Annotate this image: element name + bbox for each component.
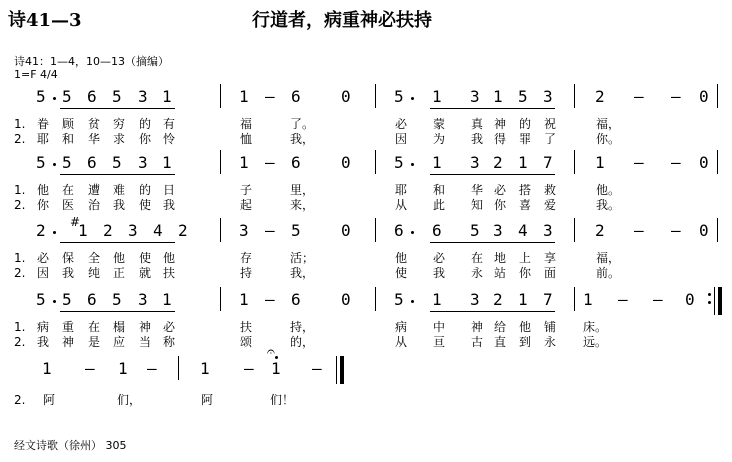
bar-line (220, 218, 221, 242)
lyric-char: 颂 (240, 335, 253, 349)
lyric-char: 你 (139, 132, 152, 146)
lyric-char: 因 (37, 266, 50, 280)
song-title: 行道者，病重神必扶持 (252, 10, 432, 31)
bar-line (220, 84, 221, 108)
lyric-char: 此 (433, 198, 446, 212)
augmentation-dot (53, 97, 56, 100)
lyric-char: 1. (14, 320, 26, 334)
lyric-char: 搭 (519, 183, 532, 197)
lyric-char: 你。 (596, 132, 621, 146)
note: – (671, 221, 681, 240)
note: – (671, 153, 681, 172)
note: 1 (595, 153, 605, 172)
note: 0 (341, 87, 351, 106)
note: 3 (239, 221, 249, 240)
lyric-char: 使 (395, 266, 408, 280)
note: 1 (200, 359, 210, 378)
note: 7 (543, 290, 553, 309)
note: 5 (62, 153, 72, 172)
sharp-sign: # (70, 215, 81, 229)
high-octave-dot (275, 356, 278, 359)
note: – (618, 290, 628, 309)
bar-line (375, 287, 376, 311)
lyric-char: 在 (62, 183, 75, 197)
lyric-char: 给 (494, 320, 507, 334)
note: 3 (128, 221, 138, 240)
lyric-char: 远。 (583, 335, 608, 349)
lyric-char: 存 (240, 251, 253, 265)
bar-line (220, 150, 221, 174)
lyric-char: 华 (88, 132, 101, 146)
lyric-char: 起 (240, 198, 253, 212)
note: 5 (112, 87, 122, 106)
note: 3 (543, 87, 553, 106)
lyric-char: 保 (62, 251, 75, 265)
lyric-char: 应 (113, 335, 126, 349)
repeat-bar-thin (714, 287, 715, 315)
lyric-char: 祝 (544, 117, 557, 131)
lyric-char: 们， (117, 393, 142, 407)
lyric-char: 到 (519, 335, 532, 349)
note: 6 (291, 87, 301, 106)
bar-line (375, 218, 376, 242)
note: 4 (518, 221, 528, 240)
song-number: 诗41—3 (8, 10, 82, 31)
lyric-char: 从 (395, 198, 408, 212)
augmentation-dot (53, 231, 56, 234)
lyric-char: 子 (240, 183, 253, 197)
lyric-char: 贫 (88, 117, 101, 131)
note: 7 (543, 153, 553, 172)
note: 1 (239, 290, 249, 309)
lyric-char: 救 (544, 183, 557, 197)
lyric-char: 病 (37, 320, 50, 334)
note: 0 (699, 221, 709, 240)
repeat-dot (708, 301, 711, 304)
augmentation-dot (53, 163, 56, 166)
note: 2 (178, 221, 188, 240)
note: 3 (138, 290, 148, 309)
lyric-char: 榻 (113, 320, 126, 334)
note: 0 (341, 290, 351, 309)
lyric-char: 铺 (544, 320, 557, 334)
bar-line (574, 150, 575, 174)
augmentation-dot (411, 163, 414, 166)
bar-line (375, 150, 376, 174)
note: 1 (271, 359, 281, 378)
note: 1 (432, 290, 442, 309)
beam-line (430, 174, 555, 175)
lyric-char: 蒙 (433, 117, 446, 131)
lyric-char: 他 (163, 251, 176, 265)
lyric-char: 永 (544, 335, 557, 349)
note: – (265, 221, 275, 240)
lyric-char: 罪 (519, 132, 532, 146)
lyric-char: 为 (433, 132, 446, 146)
lyric-char: 中 (433, 320, 446, 334)
note: – (265, 153, 275, 172)
note: 5 (36, 290, 46, 309)
note: 2 (103, 221, 113, 240)
lyric-char: 阿 (201, 393, 214, 407)
note: 1 (518, 290, 528, 309)
note: 5 (394, 290, 404, 309)
lyric-char: 神 (494, 117, 507, 131)
note: 1 (42, 359, 52, 378)
lyric-char: 治 (88, 198, 101, 212)
note: 3 (470, 153, 480, 172)
lyric-char: 在 (88, 320, 101, 334)
lyric-char: 1. (14, 117, 26, 131)
note: 5 (394, 87, 404, 106)
final-bar-thick (340, 356, 344, 384)
lyric-char: 2. (14, 198, 26, 212)
lyric-char: 我 (113, 198, 126, 212)
lyric-char: 神 (471, 320, 484, 334)
note: 1 (239, 153, 249, 172)
lyric-char: 你 (494, 198, 507, 212)
note: 5 (470, 221, 480, 240)
beam-line (60, 174, 175, 175)
note: 0 (699, 153, 709, 172)
lyric-char: 耶 (37, 132, 50, 146)
lyric-char: 你 (37, 198, 50, 212)
note: 1 (432, 87, 442, 106)
lyric-char: 正 (113, 266, 126, 280)
note: 1 (162, 87, 172, 106)
lyric-char: 床。 (583, 320, 608, 334)
lyric-char: 知 (471, 198, 484, 212)
note: – (634, 87, 644, 106)
note: 6 (291, 290, 301, 309)
note: 1 (78, 221, 88, 240)
lyric-char: 他 (37, 183, 50, 197)
lyric-char: 遭 (88, 183, 101, 197)
lyric-char: 我。 (596, 198, 621, 212)
note: 1 (518, 153, 528, 172)
note: – (634, 221, 644, 240)
note: 0 (341, 221, 351, 240)
lyric-char: 必 (433, 251, 446, 265)
scripture-reference: 诗41：1—4，10—13（摘编） (14, 55, 169, 68)
lyric-char: 穷 (113, 117, 126, 131)
lyric-char: 称 (163, 335, 176, 349)
note: 3 (543, 221, 553, 240)
note: 5 (62, 87, 72, 106)
note: – (265, 87, 275, 106)
lyric-char: 持 (240, 266, 253, 280)
lyric-char: 重 (62, 320, 75, 334)
lyric-char: 日 (163, 183, 176, 197)
lyric-char: 的 (139, 183, 152, 197)
augmentation-dot (53, 300, 56, 303)
lyric-char: 2. (14, 393, 26, 407)
lyric-char: 里， (290, 183, 315, 197)
lyric-char: 扶 (163, 266, 176, 280)
lyric-char: 全 (88, 251, 101, 265)
lyric-char: 1. (14, 183, 26, 197)
lyric-char: 2. (14, 132, 26, 146)
lyric-char: 2. (14, 266, 26, 280)
lyric-char: 我 (62, 266, 75, 280)
note: 3 (470, 290, 480, 309)
lyric-char: 1. (14, 251, 26, 265)
bar-line (717, 218, 718, 242)
lyric-char: 就 (139, 266, 152, 280)
beam-line (60, 242, 175, 243)
lyric-char: 古 (471, 335, 484, 349)
lyric-char: 纯 (88, 266, 101, 280)
note: 6 (87, 87, 97, 106)
lyric-char: 站 (494, 266, 507, 280)
lyric-char: 福， (596, 117, 621, 131)
lyric-char: 面 (544, 266, 557, 280)
note: 1 (239, 87, 249, 106)
note: 5 (36, 153, 46, 172)
note: 5 (62, 290, 72, 309)
lyric-char: 亘 (433, 335, 446, 349)
note: – (265, 290, 275, 309)
note: 2 (493, 290, 503, 309)
lyric-char: 活； (290, 251, 315, 265)
lyric-char: 病 (395, 320, 408, 334)
beam-line (60, 108, 175, 109)
lyric-char: 上 (519, 251, 532, 265)
beam-line (430, 242, 555, 243)
note: 6 (394, 221, 404, 240)
lyric-char: 华 (471, 183, 484, 197)
repeat-dot (708, 293, 711, 296)
lyric-char: 我 (37, 335, 50, 349)
note: 5 (394, 153, 404, 172)
note: 1 (118, 359, 128, 378)
lyric-char: 我 (471, 132, 484, 146)
augmentation-dot (411, 300, 414, 303)
note: 5 (112, 290, 122, 309)
note: 1 (493, 87, 503, 106)
bar-line (717, 84, 718, 108)
lyric-char: 我 (163, 198, 176, 212)
note: 1 (162, 153, 172, 172)
lyric-char: 他 (113, 251, 126, 265)
lyric-char: 们！ (270, 393, 295, 407)
note: 0 (685, 290, 695, 309)
beam-line (430, 311, 555, 312)
lyric-char: 地 (494, 251, 507, 265)
note: 2 (595, 221, 605, 240)
lyric-char: 了 (544, 132, 557, 146)
lyric-char: 永 (471, 266, 484, 280)
lyric-char: 眷 (37, 117, 50, 131)
bar-line (220, 287, 221, 311)
lyric-char: 使 (139, 198, 152, 212)
repeat-bar-thick (718, 287, 722, 315)
beam-line (430, 108, 555, 109)
note: 3 (138, 87, 148, 106)
note: 6 (87, 153, 97, 172)
lyric-char: 使 (139, 251, 152, 265)
lyric-char: 爱 (544, 198, 557, 212)
lyric-char: 我， (290, 266, 315, 280)
final-bar-thin (336, 356, 337, 384)
source-footer: 经文诗歌（徐州） 305 (14, 439, 127, 452)
note: 4 (153, 221, 163, 240)
note: – (312, 359, 322, 378)
fermata: 𝄐 (267, 344, 275, 360)
note: 3 (470, 87, 480, 106)
lyric-char: 直 (494, 335, 507, 349)
lyric-char: 神 (139, 320, 152, 334)
lyric-char: 因 (395, 132, 408, 146)
note: 6 (87, 290, 97, 309)
lyric-char: 从 (395, 335, 408, 349)
bar-line (574, 287, 575, 311)
lyric-char: 必 (37, 251, 50, 265)
lyric-char: 持， (290, 320, 315, 334)
lyric-char: 了。 (290, 117, 315, 131)
note: – (244, 359, 254, 378)
lyric-char: 我 (433, 266, 446, 280)
lyric-char: 前。 (596, 266, 621, 280)
lyric-char: 的 (139, 117, 152, 131)
lyric-char: 你 (519, 266, 532, 280)
lyric-char: 是 (88, 335, 101, 349)
note: – (85, 359, 95, 378)
lyric-char: 顾 (62, 117, 75, 131)
bar-line (574, 84, 575, 108)
note: 6 (432, 221, 442, 240)
lyric-char: 他 (395, 251, 408, 265)
lyric-char: 阿 (43, 393, 56, 407)
lyric-char: 得 (494, 132, 507, 146)
augmentation-dot (411, 231, 414, 234)
lyric-char: 他。 (596, 183, 621, 197)
note: – (147, 359, 157, 378)
lyric-char: 真 (471, 117, 484, 131)
note: – (634, 153, 644, 172)
lyric-char: 必 (163, 320, 176, 334)
lyric-char: 求 (113, 132, 126, 146)
lyric-char: 来， (290, 198, 315, 212)
lyric-char: 扶 (240, 320, 253, 334)
bar-line (717, 150, 718, 174)
lyric-char: 福 (240, 117, 253, 131)
lyric-char: 必 (494, 183, 507, 197)
lyric-char: 喜 (519, 198, 532, 212)
bar-line (375, 84, 376, 108)
lyric-char: 2. (14, 335, 26, 349)
lyric-char: 必 (395, 117, 408, 131)
lyric-char: 恤 (240, 132, 253, 146)
augmentation-dot (411, 97, 414, 100)
lyric-char: 当 (139, 335, 152, 349)
lyric-char: 和 (433, 183, 446, 197)
note: – (653, 290, 663, 309)
note: – (671, 87, 681, 106)
lyric-char: 他 (519, 320, 532, 334)
note: 0 (341, 153, 351, 172)
bar-line (178, 356, 179, 380)
lyric-char: 有 (163, 117, 176, 131)
lyric-char: 福， (596, 251, 621, 265)
lyric-char: 在 (471, 251, 484, 265)
note: 6 (291, 153, 301, 172)
note: 5 (112, 153, 122, 172)
note: 3 (493, 221, 503, 240)
note: 3 (138, 153, 148, 172)
note: 2 (595, 87, 605, 106)
note: 2 (493, 153, 503, 172)
lyric-char: 医 (62, 198, 75, 212)
lyric-char: 享 (544, 251, 557, 265)
note: 5 (518, 87, 528, 106)
lyric-char: 神 (62, 335, 75, 349)
note: 5 (36, 87, 46, 106)
note: 0 (699, 87, 709, 106)
lyric-char: 的， (290, 335, 315, 349)
lyric-char: 难 (113, 183, 126, 197)
note: 1 (432, 153, 442, 172)
note: 5 (291, 221, 301, 240)
note: 2 (36, 221, 46, 240)
key-signature: 1=F 4/4 (14, 68, 58, 81)
lyric-char: 我， (290, 132, 315, 146)
lyric-char: 耶 (395, 183, 408, 197)
bar-line (574, 218, 575, 242)
note: 1 (162, 290, 172, 309)
lyric-char: 怜 (163, 132, 176, 146)
beam-line (60, 311, 175, 312)
lyric-char: 和 (62, 132, 75, 146)
lyric-char: 的 (519, 117, 532, 131)
note: 1 (583, 290, 593, 309)
